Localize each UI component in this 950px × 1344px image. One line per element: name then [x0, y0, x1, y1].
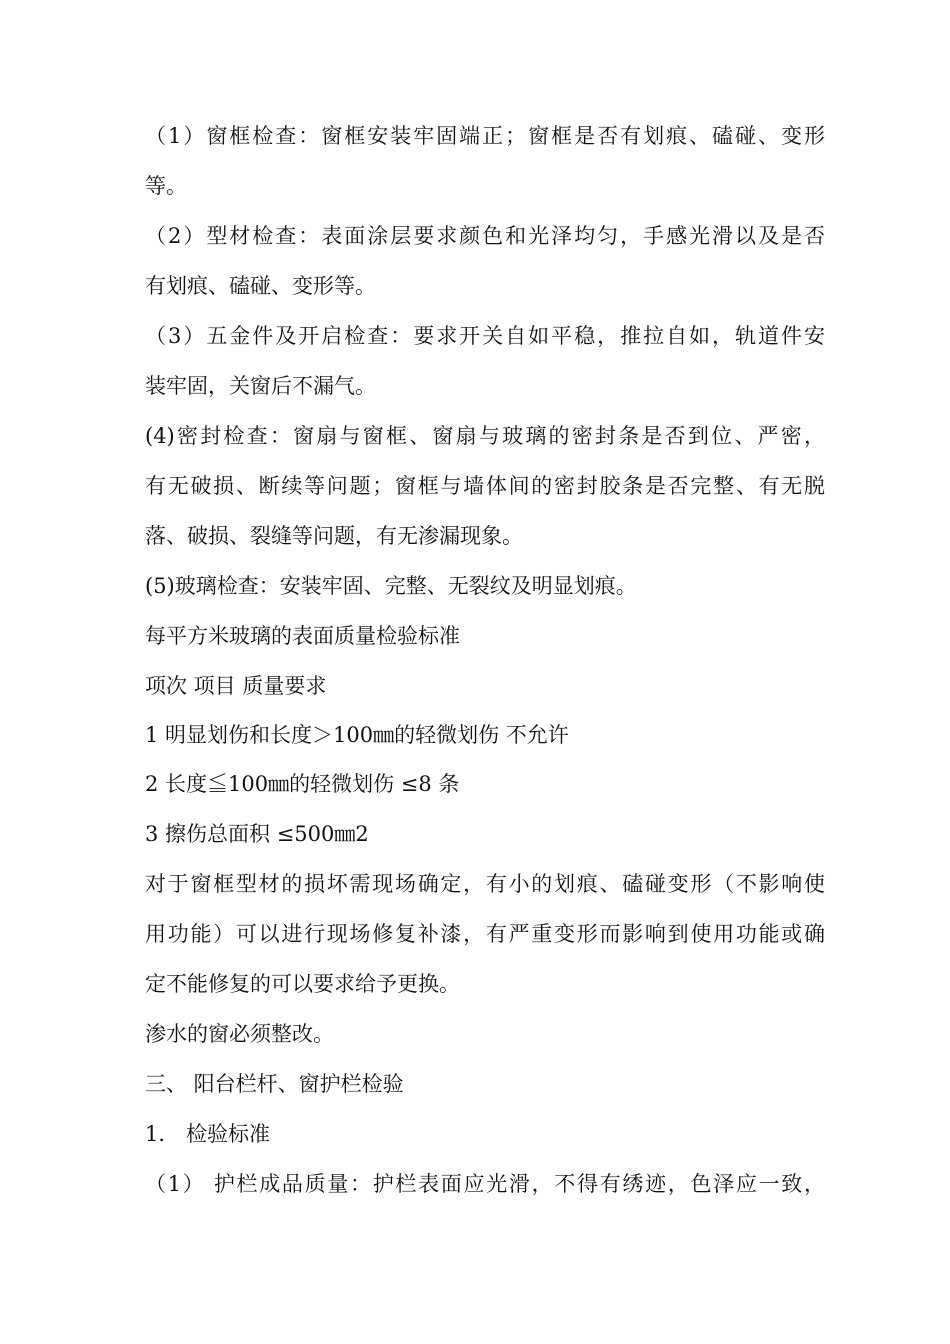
glass-standard-header-row: 项次 项目 质量要求 [145, 674, 327, 698]
paragraph-frame-damage-line-2: 用功能）可以进行现场修复补漆，有严重变形而影响到使用功能或确 [145, 922, 825, 946]
paragraph-seal-check-line-2: 有无破损、断续等问题；窗框与墙体间的密封胶条是否完整、有无脱 [145, 474, 825, 498]
paragraph-railing-quality-line-1: （1） 护栏成品质量：护栏表面应光滑，不得有绣迹，色泽应一致， [145, 1172, 825, 1196]
paragraph-hardware-check-line-2: 装牢固，关窗后不漏气。 [145, 374, 376, 398]
glass-standard-row-2: 2 长度≦100㎜的轻微划伤 ≤8 条 [145, 772, 460, 796]
paragraph-profile-check-line-1: （2）型材检查：表面涂层要求颜色和光泽均匀，手感光滑以及是否 [145, 224, 825, 248]
paragraph-seal-check-line-1: (4)密封检查：窗扇与窗框、窗扇与玻璃的密封条是否到位、严密， [145, 424, 825, 448]
glass-standard-heading: 每平方米玻璃的表面质量检验标准 [145, 624, 460, 648]
paragraph-profile-check-line-2: 有划痕、磕碰、变形等。 [145, 274, 376, 298]
paragraph-leaking-window: 渗水的窗必须整改。 [145, 1022, 334, 1046]
section-heading-balcony-railing: 三、 阳台栏杆、窗护栏检验 [145, 1072, 404, 1096]
glass-standard-row-1: 1 明显划伤和长度＞100㎜的轻微划伤 不允许 [145, 723, 569, 747]
paragraph-window-frame-check-line-2: 等。 [145, 174, 187, 198]
paragraph-frame-damage-line-3: 定不能修复的可以要求给予更换。 [145, 972, 460, 996]
paragraph-frame-damage-line-1: 对于窗框型材的损坏需现场确定，有小的划痕、磕碰变形（不影响使 [145, 872, 825, 896]
paragraph-hardware-check-line-1: （3）五金件及开启检查：要求开关自如平稳，推拉自如，轨道件安 [145, 324, 825, 348]
subsection-heading-inspection-standard: 1． 检验标准 [145, 1122, 271, 1146]
paragraph-glass-check: (5)玻璃检查：安装牢固、完整、无裂纹及明显划痕。 [145, 574, 637, 598]
paragraph-window-frame-check-line-1: （1）窗框检查：窗框安装牢固端正；窗框是否有划痕、磕碰、变形 [145, 124, 825, 148]
paragraph-seal-check-line-3: 落、破损、裂缝等问题，有无渗漏现象。 [145, 524, 523, 548]
glass-standard-row-3: 3 擦伤总面积 ≤500㎜2 [145, 822, 369, 846]
